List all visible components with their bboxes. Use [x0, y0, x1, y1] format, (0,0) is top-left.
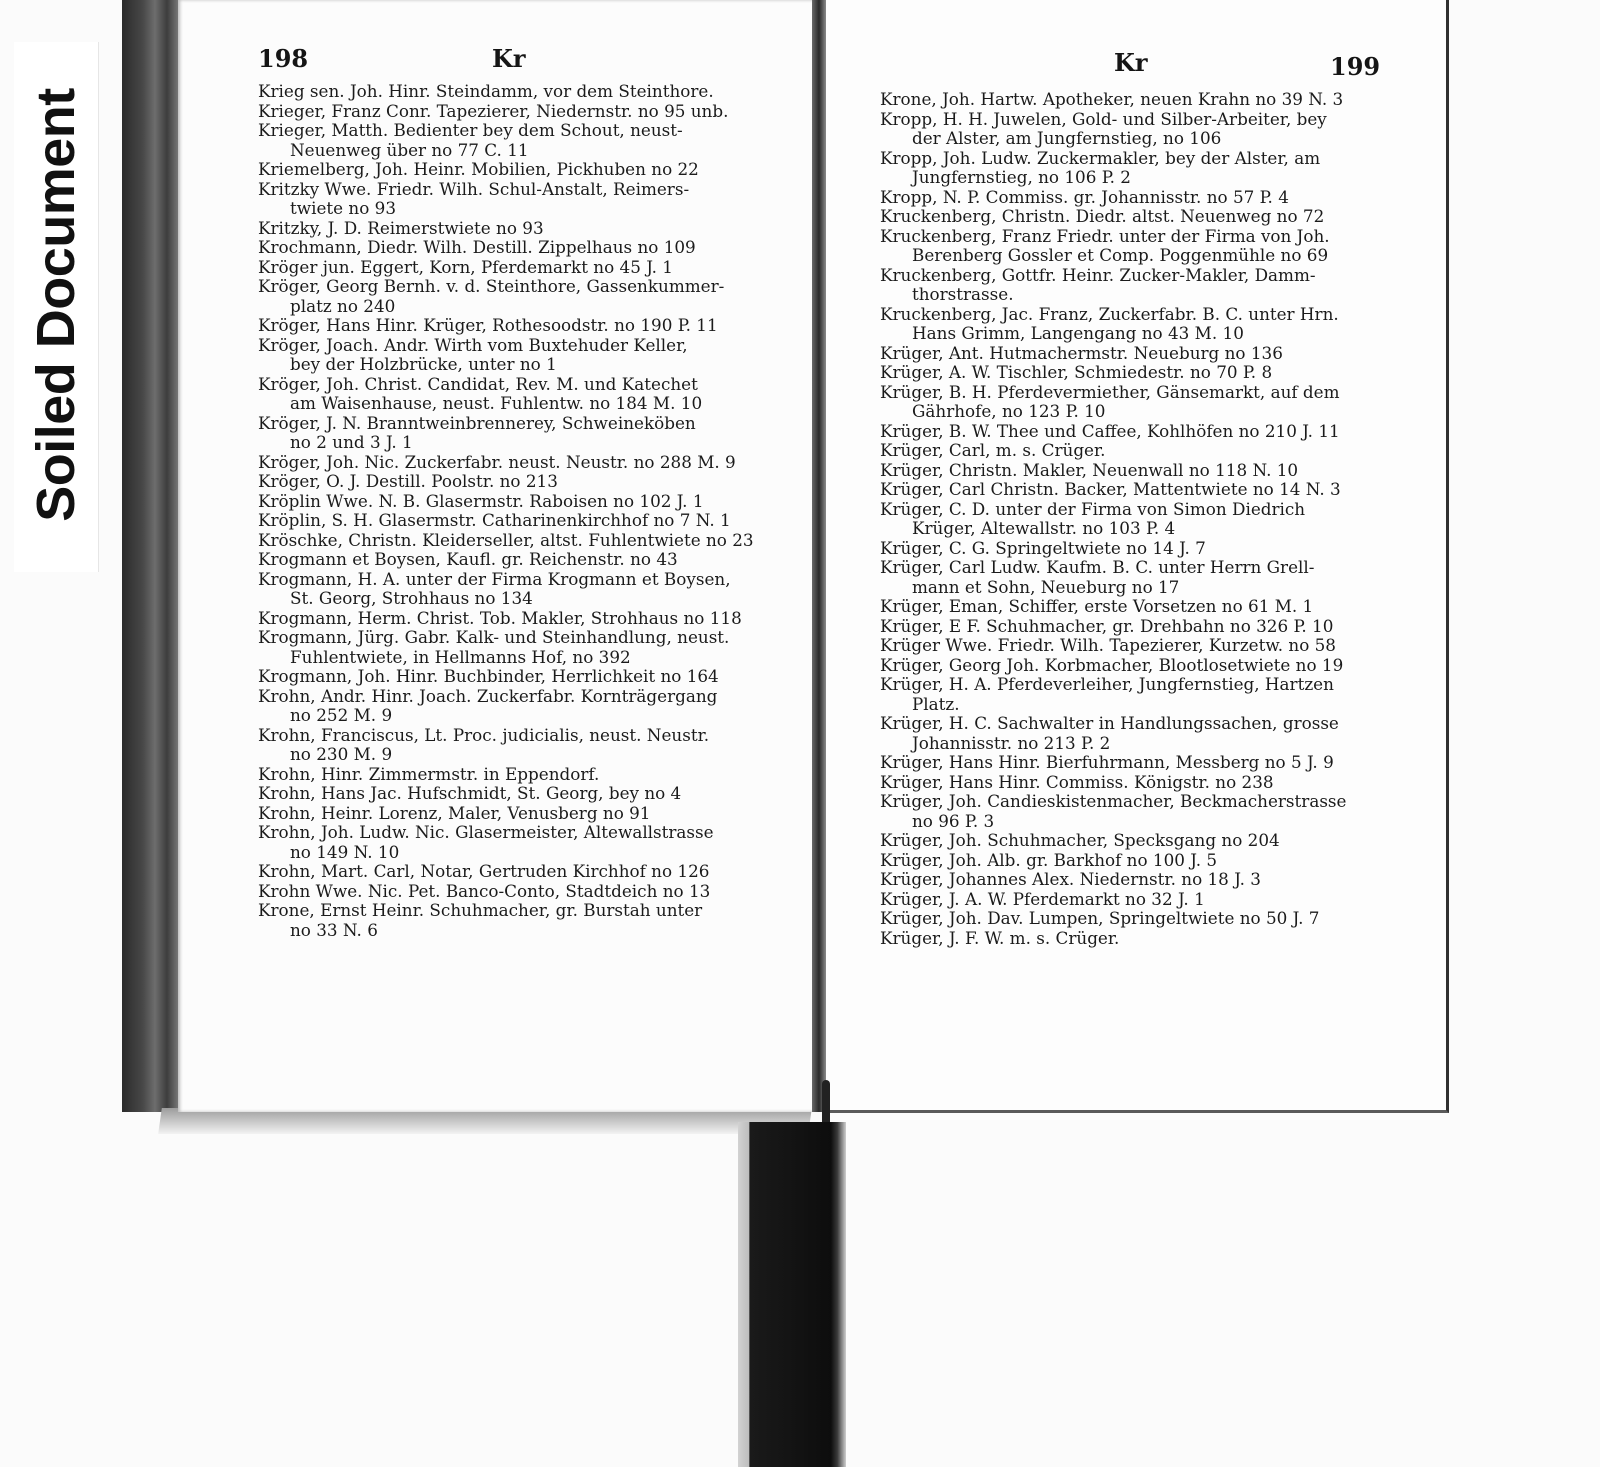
- entry-line: Krogmann, Jürg. Gabr. Kalk- und Steinhandlung, neust.: [258, 627, 730, 647]
- entry-line: Krohn, Hans Jac. Hufschmidt, St. Georg, bey no 4: [258, 783, 682, 803]
- directory-entry: [880, 90, 1380, 110]
- directory-entry: [258, 375, 758, 414]
- directory-entry: [880, 266, 1380, 305]
- entry-line: Krohn, Hinr. Zimmermstr. in Eppendorf.: [258, 763, 600, 784]
- entry-line: Kröplin, S. H. Glasermstr. Catharinenkirchhof no 7 N. 1: [258, 510, 731, 530]
- directory-entry: [880, 500, 1380, 539]
- right-page-number: 199: [1330, 52, 1381, 81]
- entry-line: Krüger, C. G. Springeltwiete no 14 J. 7: [880, 537, 1206, 558]
- entry-line: Krüger, Georg Joh. Korbmacher, Blootlosetwiete no 19: [880, 654, 1344, 675]
- entry-line: Krohn, Joh. Ludw. Nic. Glasermeister, Altewallstrasse: [258, 822, 714, 842]
- left-running-head: Kr: [492, 44, 526, 73]
- directory-entry: [880, 909, 1380, 929]
- entry-continuation-line: no 33 N. 6: [290, 919, 378, 940]
- entry-line: Kruckenberg, Jac. Franz, Zuckerfabr. B. C. unter Hrn.: [880, 303, 1339, 324]
- directory-entry: [258, 628, 758, 667]
- entry-continuation-line: no 2 und 3 J. 1: [290, 432, 413, 452]
- directory-entry: [880, 480, 1380, 500]
- entry-line: Kröger jun. Eggert, Korn, Pferdemarkt no 45 J. 1: [258, 256, 673, 277]
- directory-entry: [880, 870, 1380, 890]
- entry-line: Krüger, Hans Hinr. Bierfuhrmann, Messberg no 5 J. 9: [880, 752, 1334, 772]
- book-spine-strip: [738, 1122, 846, 1467]
- entry-line: Krüger, Joh. Dav. Lumpen, Springeltwiete no 50 J. 7: [880, 908, 1320, 928]
- entry-line: Krüger, Eman, Schiffer, erste Vorsetzen no 61 M. 1: [880, 596, 1314, 616]
- directory-entry: [880, 207, 1380, 227]
- entry-line: Krüger, E F. Schuhmacher, gr. Drehbahn no 326 P. 10: [880, 615, 1334, 636]
- directory-entry: [258, 901, 758, 940]
- directory-entry: [258, 219, 758, 239]
- entry-continuation-line: Fuhlentwiete, in Hellmanns Hof, no 392: [290, 646, 631, 667]
- directory-entry: [880, 773, 1380, 793]
- entry-line: Kröger, Joach. Andr. Wirth vom Buxtehuder Keller,: [258, 334, 688, 355]
- entry-line: Krüger, Hans Hinr. Commiss. Königstr. no 238: [880, 771, 1274, 792]
- directory-entry: [880, 890, 1380, 910]
- directory-entry: [258, 531, 758, 551]
- entry-continuation-line: Jungfernstieg, no 106 P. 2: [912, 167, 1131, 187]
- entry-line: Krogmann, H. A. unter der Firma Krogmann et Boysen,: [258, 568, 731, 589]
- directory-entry: [258, 609, 758, 629]
- entry-continuation-line: am Waisenhause, neust. Fuhlentw. no 184 M. 10: [290, 393, 703, 413]
- book-gutter: [812, 0, 826, 1112]
- entry-line: Krüger, Carl, m. s. Crüger.: [880, 440, 1106, 460]
- entry-line: Krochmann, Diedr. Wilh. Destill. Zippelhaus no 109: [258, 237, 696, 257]
- entry-line: Kriemelberg, Joh. Heinr. Mobilien, Pickhuben no 22: [258, 159, 699, 179]
- entry-continuation-line: no 252 M. 9: [290, 705, 393, 725]
- directory-entry: [880, 558, 1380, 597]
- directory-entry: [258, 667, 758, 687]
- entry-continuation-line: Berenberg Gossler et Comp. Poggenmühle no 69: [912, 245, 1329, 265]
- entry-line: Krüger, H. C. Sachwalter in Handlungssachen, grosse: [880, 713, 1339, 733]
- directory-entry: [880, 227, 1380, 266]
- soiled-document-label-text: Soiled Document: [26, 88, 86, 522]
- entry-line: Krohn, Andr. Hinr. Joach. Zuckerfabr. Kornträgergang: [258, 685, 718, 706]
- entry-continuation-line: no 149 N. 10: [290, 841, 400, 862]
- directory-entry: [258, 414, 758, 453]
- entry-line: Kröschke, Christn. Kleiderseller, altst. Fuhlentwiete no 23: [258, 529, 754, 550]
- entry-line: Kröger, O. J. Destill. Poolstr. no 213: [258, 471, 558, 491]
- directory-entry: [258, 277, 758, 316]
- entry-continuation-line: Platz.: [912, 693, 960, 714]
- right-directory-entries: [880, 90, 1380, 948]
- entry-continuation-line: mann et Sohn, Neueburg no 17: [912, 576, 1180, 597]
- entry-line: Krogmann, Joh. Hinr. Buchbinder, Herrlichkeit no 164: [258, 666, 719, 686]
- directory-entry: [880, 831, 1380, 851]
- directory-entry: [258, 726, 758, 765]
- entry-line: Krone, Joh. Hartw. Apotheker, neuen Krahn no 39 N. 3: [880, 89, 1344, 109]
- entry-line: Krüger, B. H. Pferdevermiether, Gänsemarkt, auf dem: [880, 381, 1340, 402]
- directory-entry: [258, 687, 758, 726]
- directory-entry: [880, 753, 1380, 773]
- entry-line: Kropp, N. P. Commiss. gr. Johannisstr. no 57 P. 4: [880, 186, 1289, 207]
- directory-entry: [880, 714, 1380, 753]
- entry-continuation-line: Hans Grimm, Langengang no 43 M. 10: [912, 323, 1244, 343]
- directory-entry: [258, 784, 758, 804]
- directory-entry: [880, 363, 1380, 383]
- directory-entry: [880, 110, 1380, 149]
- entry-line: Kropp, Joh. Ludw. Zuckermakler, bey der Alster, am: [880, 147, 1321, 168]
- directory-entry: [258, 160, 758, 180]
- entry-line: Krüger, J. A. W. Pferdemarkt no 32 J. 1: [880, 888, 1205, 909]
- entry-line: Krieger, Matth. Bedienter bey dem Schout, neust-: [258, 120, 683, 140]
- entry-line: Krieg sen. Joh. Hinr. Steindamm, vor dem Steinthore.: [258, 81, 714, 101]
- directory-entry: [880, 617, 1380, 637]
- entry-continuation-line: Johannisstr. no 213 P. 2: [912, 732, 1111, 753]
- directory-entry: [880, 344, 1380, 364]
- entry-line: Kruckenberg, Gottfr. Heinr. Zucker-Makler, Damm-: [880, 264, 1316, 285]
- entry-line: Kruckenberg, Franz Friedr. unter der Firma von Joh.: [880, 225, 1330, 246]
- entry-line: Krüger, B. W. Thee und Caffee, Kohlhöfen no 210 J. 11: [880, 420, 1340, 441]
- entry-continuation-line: platz no 240: [290, 295, 396, 316]
- entry-line: Kritzky Wwe. Friedr. Wilh. Schul-Anstalt, Reimers-: [258, 178, 690, 199]
- entry-line: Krüger, Joh. Schuhmacher, Specksgang no 204: [880, 830, 1280, 850]
- entry-continuation-line: Gährhofe, no 123 P. 10: [912, 401, 1106, 421]
- entry-line: Krieger, Franz Conr. Tapezierer, Niedernstr. no 95 unb.: [258, 100, 729, 121]
- directory-entry: [258, 121, 758, 160]
- directory-entry: [258, 823, 758, 862]
- entry-line: Krüger, H. A. Pferdeverleiher, Jungfernstieg, Hartzen: [880, 674, 1334, 694]
- book-edge-shadow: [122, 0, 182, 1112]
- directory-entry: [258, 336, 758, 375]
- entry-line: Krüger, J. F. W. m. s. Crüger.: [880, 927, 1120, 948]
- directory-entry: [880, 636, 1380, 656]
- directory-entry: [880, 149, 1380, 188]
- directory-entry: [258, 765, 758, 785]
- directory-entry: [258, 862, 758, 882]
- directory-entry: [258, 492, 758, 512]
- directory-entry: [258, 511, 758, 531]
- entry-continuation-line: bey der Holzbrücke, unter no 1: [290, 354, 557, 374]
- entry-line: Kröplin Wwe. N. B. Glasermstr. Raboisen no 102 J. 1: [258, 490, 704, 511]
- entry-line: Kröger, Georg Bernh. v. d. Steinthore, Gassenkummer-: [258, 276, 725, 296]
- entry-continuation-line: no 230 M. 9: [290, 744, 393, 764]
- entry-line: Krüger, Carl Christn. Backer, Mattentwiete no 14 N. 3: [880, 479, 1341, 499]
- entry-continuation-line: twiete no 93: [290, 198, 397, 218]
- entry-line: Krüger, C. D. unter der Firma von Simon Diedrich: [880, 498, 1306, 519]
- directory-entry: [880, 422, 1380, 442]
- directory-entry: [258, 258, 758, 278]
- directory-entry: [880, 656, 1380, 676]
- entry-line: Krüger, Joh. Candieskistenmacher, Beckmacherstrasse: [880, 791, 1347, 811]
- entry-line: Krone, Ernst Heinr. Schuhmacher, gr. Burstah unter: [258, 900, 703, 920]
- entry-line: Kropp, H. H. Juwelen, Gold- und Silber-Arbeiter, bey: [880, 108, 1327, 129]
- entry-line: Kröger, J. N. Branntweinbrennerey, Schweineköben: [258, 412, 696, 433]
- directory-entry: [258, 102, 758, 122]
- entry-line: Kröger, Joh. Nic. Zuckerfabr. neust. Neustr. no 288 M. 9: [258, 451, 736, 472]
- directory-entry: [258, 82, 758, 102]
- entry-line: Kröger, Joh. Christ. Candidat, Rev. M. und Katechet: [258, 373, 698, 394]
- directory-entry: [880, 461, 1380, 481]
- directory-entry: [880, 675, 1380, 714]
- entry-line: Kritzky, J. D. Reimerstwiete no 93: [258, 217, 544, 238]
- directory-entry: [880, 383, 1380, 422]
- entry-continuation-line: no 96 P. 3: [912, 810, 995, 831]
- directory-entry: [258, 316, 758, 336]
- directory-entry: [880, 597, 1380, 617]
- directory-entry: [258, 550, 758, 570]
- directory-entry: [258, 570, 758, 609]
- directory-entry: [880, 851, 1380, 871]
- entry-line: Krüger, Johannes Alex. Niedernstr. no 18 J. 3: [880, 869, 1261, 889]
- entry-line: Krüger, Carl Ludw. Kaufm. B. C. unter Herrn Grell-: [880, 557, 1315, 577]
- directory-entry: [880, 305, 1380, 344]
- directory-entry: [258, 180, 758, 219]
- directory-entry: [258, 804, 758, 824]
- entry-line: Krohn, Franciscus, Lt. Proc. judicialis, neust. Neustr.: [258, 724, 710, 745]
- entry-line: Krohn, Mart. Carl, Notar, Gertruden Kirchhof no 126: [258, 861, 710, 881]
- directory-entry: [880, 188, 1380, 208]
- entry-line: Krohn Wwe. Nic. Pet. Banco-Conto, Stadtdeich no 13: [258, 880, 711, 901]
- entry-line: Kröger, Hans Hinr. Krüger, Rothesoodstr. no 190 P. 11: [258, 315, 718, 335]
- entry-line: Krüger, Joh. Alb. gr. Barkhof no 100 J. 5: [880, 849, 1218, 870]
- entry-line: Krüger Wwe. Friedr. Wilh. Tapezierer, Kurzetw. no 58: [880, 635, 1336, 655]
- directory-entry: [258, 453, 758, 473]
- entry-line: Krüger, A. W. Tischler, Schmiedestr. no 70 P. 8: [880, 362, 1273, 382]
- entry-line: Krüger, Christn. Makler, Neuenwall no 118 N. 10: [880, 459, 1299, 480]
- entry-continuation-line: St. Georg, Strohhaus no 134: [290, 588, 533, 608]
- right-running-head: Kr: [1114, 48, 1148, 77]
- left-directory-entries: [258, 82, 758, 940]
- directory-entry: [880, 929, 1380, 949]
- directory-entry: [880, 539, 1380, 559]
- entry-line: Krohn, Heinr. Lorenz, Maler, Venusberg no 91: [258, 802, 651, 823]
- directory-entry: [880, 792, 1380, 831]
- directory-entry: [258, 882, 758, 902]
- directory-entry: [258, 238, 758, 258]
- entry-line: Krüger, Ant. Hutmachermstr. Neueburg no 136: [880, 342, 1283, 363]
- entry-line: Krogmann, Herm. Christ. Tob. Makler, Strohhaus no 118: [258, 607, 742, 628]
- left-page-number: 198: [258, 44, 309, 73]
- entry-line: Kruckenberg, Christn. Diedr. altst. Neuenweg no 72: [880, 206, 1325, 226]
- entry-continuation-line: Neuenweg über no 77 C. 11: [290, 139, 529, 160]
- entry-continuation-line: thorstrasse.: [912, 284, 1014, 304]
- directory-entry: [258, 472, 758, 492]
- entry-continuation-line: Krüger, Altewallstr. no 103 P. 4: [912, 518, 1176, 538]
- entry-continuation-line: der Alster, am Jungfernstieg, no 106: [912, 128, 1222, 148]
- directory-entry: [880, 441, 1380, 461]
- entry-line: Krogmann et Boysen, Kaufl. gr. Reichenstr. no 43: [258, 549, 678, 569]
